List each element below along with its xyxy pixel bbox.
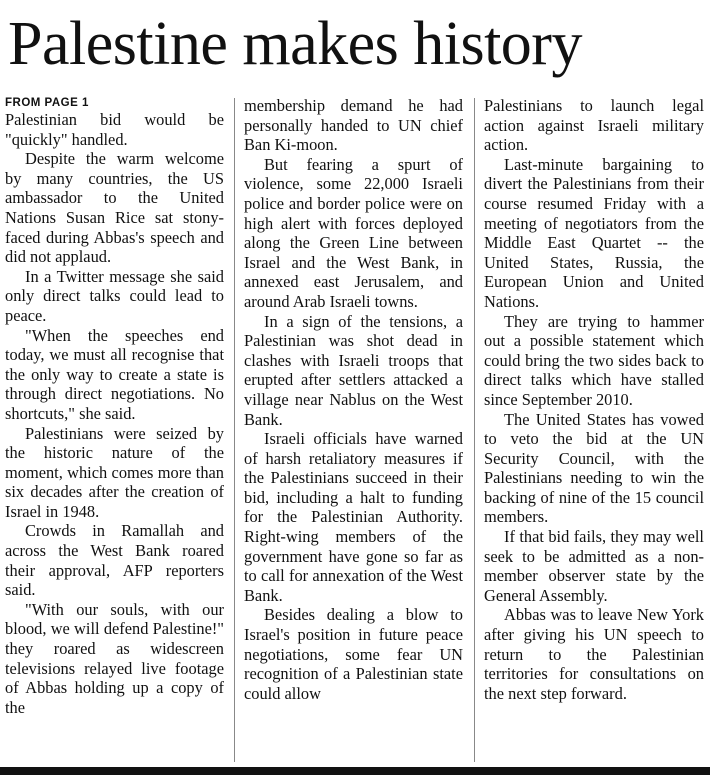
paragraph: Abbas was to leave New York after giving his UN speech to return to the Palestinian territories for consultations on the next step forward. (484, 605, 704, 703)
paragraph: Crowds in Ramallah and across the West Bank roared their approval, AFP reporters said. (5, 521, 224, 600)
article-column-2 (244, 96, 463, 703)
paragraph: In a Twitter message she said only direct talks could lead to peace. (5, 266, 224, 325)
paragraph: Besides dealing a blow to Israel's position in future peace negotiations, some fear UN recognition of a Palestinian state could allow (244, 605, 463, 703)
article-column-3 (484, 96, 704, 703)
paragraph: They are trying to hammer out a possible statement which could bring the two sides back to direct talks which have stalled since September 2010. (484, 311, 704, 409)
paragraph: Palestinians were seized by the historic nature of the moment, which comes more than six decades after the creation of Israel in 1948. (5, 423, 224, 521)
paragraph: In a sign of the tensions, a Palestinian was shot dead in clashes with Israeli troops that erupted after settlers attacked a village near Nablus on the West Bank. (244, 311, 463, 429)
paragraph: membership demand he had personally handed to UN chief Ban Ki-moon. (244, 96, 463, 155)
kicker-from-page-1: FROM PAGE 1 (5, 97, 89, 109)
paragraph: "With our souls, with our blood, we will defend Palestine!" they roared as widescreen televisions relayed live footage of Abbas holding up a copy of the (5, 599, 224, 717)
paragraph: The United States has vowed to veto the bid at the UN Security Council, with the Palestinians needing to win the backing of nine of the 15 council members. (484, 409, 704, 527)
paragraph: Last-minute bargaining to divert the Palestinians from their course resumed Friday with a meeting of negotiators from the Middle East Quartet -- the United States, Russia, the European Union and United Nations. (484, 154, 704, 311)
paragraph: If that bid fails, they may well seek to be admitted as a non-member observer state by the General Assembly. (484, 527, 704, 605)
paragraph: Israeli officials have warned of harsh retaliatory measures if the Palestinians succeed in their bid, including a halt to funding for the Palestinian Authority. Right-wing members of the government have gone so far as to call for annexation of the West Bank. (244, 429, 463, 605)
paragraph: Palestinian bid would be "quickly" handled. (5, 110, 224, 149)
article-column-1 (5, 96, 224, 717)
headline: Palestine makes history (8, 10, 582, 78)
paragraph: "When the speeches end today, we must all recognise that the only way to create a state is through direct negotiations. No shortcuts," she said. (5, 325, 224, 423)
paragraph: But fearing a spurt of violence, some 22,000 Israeli police and border police were on high alert with forces deployed along the Green Line between Israel and the West Bank, in annexed east Jerusalem, and around Arab Israeli towns. (244, 154, 463, 311)
column-divider (234, 98, 235, 762)
column-divider (474, 98, 475, 762)
paragraph: Palestinians to launch legal action against Israeli military action. (484, 96, 704, 155)
paragraph: Despite the warm welcome by many countries, the US ambassador to the United Nations Susan Rice sat stony-faced during Abbas's speech and did not applaud. (5, 149, 224, 267)
bottom-border (0, 767, 710, 775)
